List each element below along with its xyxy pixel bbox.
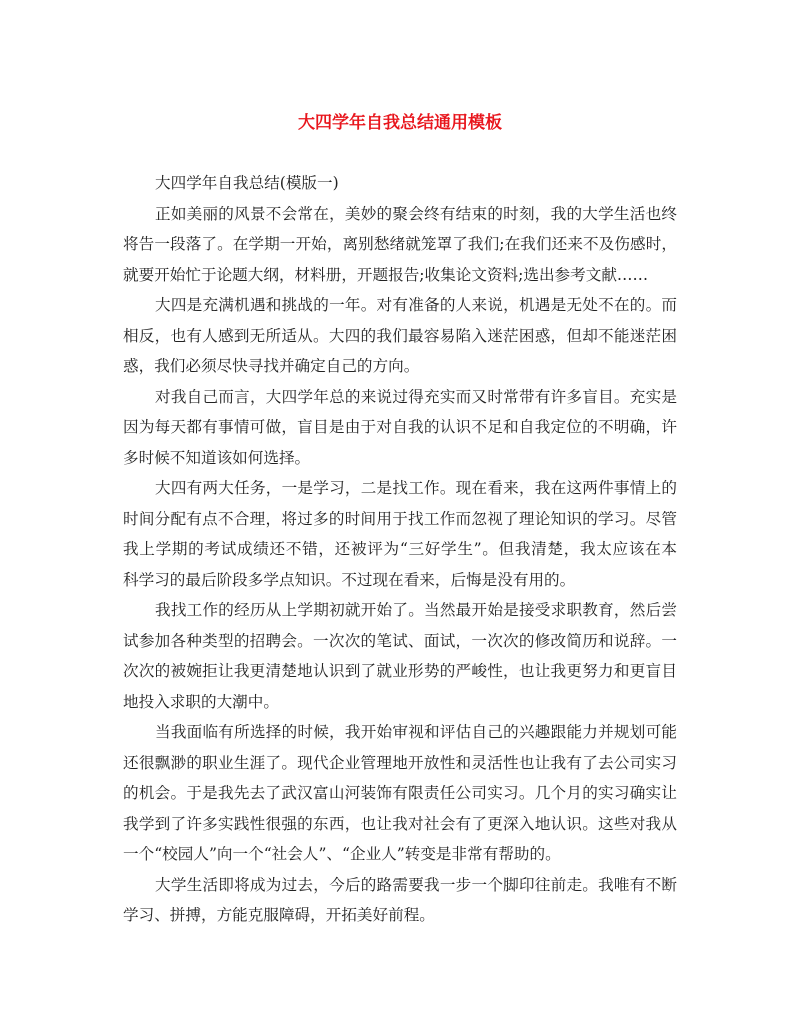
text-line: 大四有两大任务，一是学习，二是找工作。现在看来，我在这两件事情上的 [155, 479, 677, 497]
text-line: 学习、拼搏，方能克服障碍，开拓美好前程。 [123, 906, 435, 924]
text-line: 我找工作的经历从上学期初就开始了。当然最开始是接受求职教育，然后尝 [155, 601, 677, 619]
text-line: 就要开始忙于论题大纲，材料册，开题报告;收集论文资料;选出参考文献…… [123, 265, 649, 284]
text-line: 还很飘渺的职业生涯了。现代企业管理地开放性和灵活性也让我有了去公司实习 [123, 753, 677, 772]
paragraph [123, 870, 677, 931]
text-line: 大学生活即将成为过去，今后的路需要我一步一个脚印往前走。我唯有不断 [155, 875, 677, 894]
text-line: 惑，我们必须尽快寻找并确定自己的方向。 [123, 357, 420, 375]
paragraph [123, 595, 677, 717]
paragraph [123, 199, 677, 291]
text-line: 科学习的最后阶段多学点知识。不过现在看来，后悔是没有用的。 [123, 570, 576, 589]
text-line: 大四是充满机遇和挑战的一年。对有准备的人来说，机遇是无处不在的。而 [155, 296, 677, 314]
text-line: 试参加各种类型的招聘会。一次次的笔试、面试，一次次的修改简历和说辞。一 [123, 631, 677, 650]
document-body [123, 168, 677, 931]
text-line: 时间分配有点不合理，将过多的时间用于找工作而忽视了理论知识的学习。尽管 [123, 509, 677, 528]
text-line: 将告一段落了。在学期一开始，离别愁绪就笼罩了我们;在我们还来不及伤感时， [123, 235, 677, 253]
section-heading [123, 168, 677, 199]
text-line: 的机会。于是我先去了武汉富山河装饰有限责任公司实习。几个月的实习确实让 [123, 784, 677, 802]
text-line: 相反，也有人感到无所适从。大四的我们最容易陷入迷茫困惑，但却不能迷茫困 [123, 326, 677, 345]
text-line: 一个“校园人”向一个“社会人”、“企业人”转变是非常有帮助的。 [123, 845, 561, 863]
text-line: 对我自己而言，大四学年总的来说过得充实而又时常带有许多盲目。充实是 [155, 387, 677, 406]
paragraph [123, 473, 677, 595]
text-line: 大四学年自我总结(模版一) [155, 174, 339, 192]
text-line: 因为每天都有事情可做，盲目是由于对自我的认识不足和自我定位的不明确，许 [123, 418, 677, 436]
text-line: 我上学期的考试成绩还不错，还被评为“三好学生”。但我清楚，我太应该在本 [123, 540, 677, 558]
text-line: 多时候不知道该如何选择。 [123, 448, 311, 467]
text-line: 我学到了许多实践性很强的东西，也让我对社会有了更深入地认识。这些对我从 [123, 814, 677, 833]
document-title: 大四学年自我总结通用模板 [298, 113, 502, 133]
text-line: 次次的被婉拒让我更清楚地认识到了就业形势的严峻性，也让我更努力和更盲目 [123, 662, 677, 680]
paragraph [123, 717, 677, 870]
paragraph [123, 382, 677, 474]
text-line: 正如美丽的风景不会常在，美妙的聚会终有结束的时刻，我的大学生活也终 [155, 204, 677, 223]
paragraph [123, 290, 677, 382]
text-line: 地投入求职的大潮中。 [123, 692, 279, 711]
text-line: 当我面临有所选择的时候，我开始审视和评估自己的兴趣跟能力并规划可能 [155, 723, 677, 741]
